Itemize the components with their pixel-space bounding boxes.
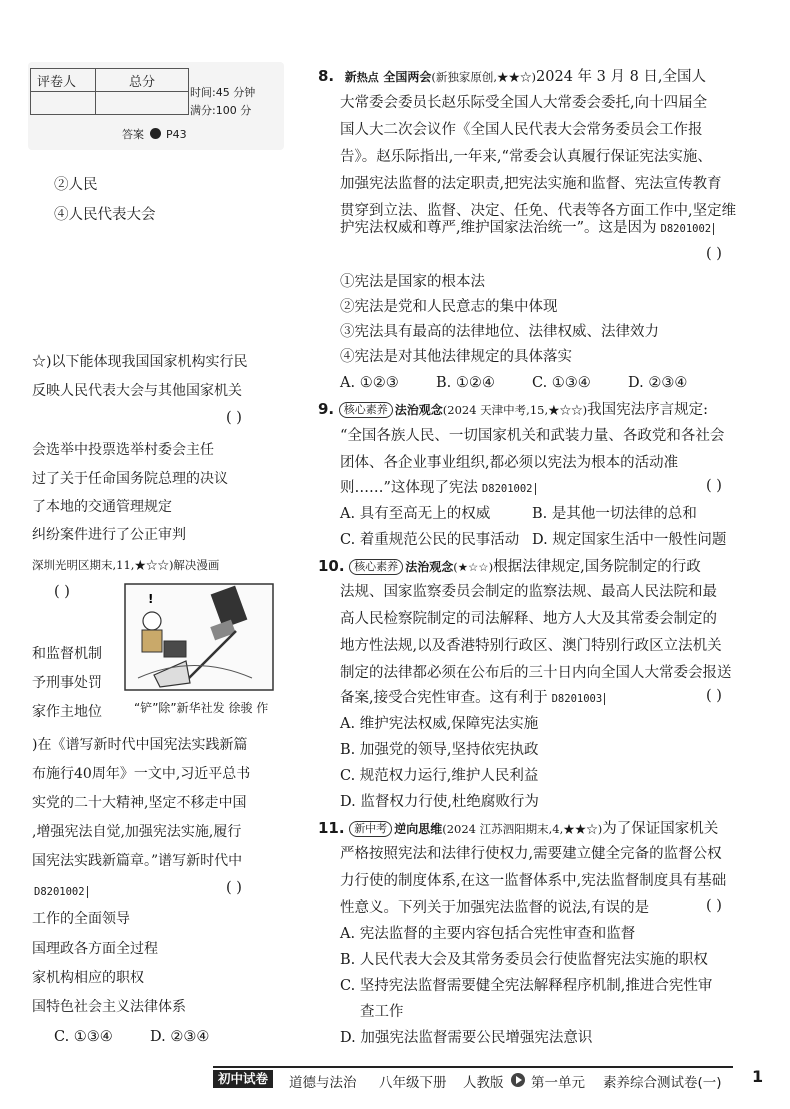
q7-option-c: 家作主地位 <box>32 704 102 720</box>
q10-core-tag: 核心素养 <box>349 559 403 575</box>
q11-topic: 逆向思维 <box>394 822 443 836</box>
q9-answer-blank[interactable]: ( ) <box>706 478 722 494</box>
q6-option-d: 纠纷案件进行了公正审判 <box>32 527 186 543</box>
score-table-header-total: 总分 <box>96 69 189 92</box>
q-code-label: D8201002 <box>34 886 88 898</box>
q8-statement-4: ④宪法是对其他法律规定的具体落实 <box>340 349 572 365</box>
footer-brand: 初中试卷 <box>213 1070 273 1088</box>
q9-option-a: A. 具有至高无上的权威 <box>340 506 491 522</box>
q11-new-tag: 新中考 <box>349 821 392 837</box>
q-statement-4: 国特色社会主义法律体系 <box>32 999 186 1015</box>
q6-option-a: 会选举中投票选举村委会主任 <box>32 442 214 458</box>
q9-core-tag: 核心素养 <box>339 402 393 418</box>
q-line-3: 实党的二十大精神,坚定不移走中国 <box>32 795 247 811</box>
score-table-cell-total <box>96 92 189 115</box>
exam-full-score: 满分:100 分 <box>190 104 252 117</box>
q10-option-d: D. 监督权力行使,杜绝腐败行为 <box>340 794 539 810</box>
page-number: 1 <box>752 1067 764 1086</box>
page-footer <box>213 1066 733 1090</box>
q-code <box>32 880 88 899</box>
q-line-1: )在《谱写新时代中国宪法实践新篇 <box>32 737 248 753</box>
q10-line-5: 制定的法律都必须在公布后的三十日内向全国人大常委会报送 <box>340 665 732 681</box>
q-statement-2: 国理政各方面全过程 <box>32 941 158 957</box>
q11-header <box>318 818 718 839</box>
q9-option-c: C. 着重规范公民的民事活动 <box>340 532 520 548</box>
q6-line-1: ☆)以下能体现我国国家机构实行民 <box>32 354 248 370</box>
left-option-4: ④人民代表大会 <box>54 207 156 223</box>
score-table-header-grader: 评卷人 <box>31 69 96 92</box>
q8-line-7 <box>340 218 714 239</box>
q10-code: D8201003 <box>552 693 606 705</box>
q10-number: 10. <box>318 557 345 575</box>
q11-line-3: 力行使的制度体系,在这一监督体系中,宪法监督制度具有基础 <box>340 873 727 889</box>
q10-line-2: 法规、国家监察委员会制定的监察法规、最高人民法院和最 <box>340 584 717 600</box>
cartoon-caption: “铲”除”新华社发 徐骏 作 <box>134 701 269 715</box>
q10-line-3: 高人民检察院制定的司法解释、地方人大及其常委会制定的 <box>340 611 717 627</box>
footer-grade: 八年级下册 <box>379 1075 447 1091</box>
q9-line-2: “全国各族人民、一切国家机关和武装力量、各政党和各社会 <box>340 428 725 444</box>
score-table-cell-grader <box>31 92 96 115</box>
q9-line-4-text: 则……”这体现了宪法 <box>340 480 478 496</box>
q8-option-c: C. ①③④ <box>532 375 591 391</box>
q-answer-blank[interactable]: ( ) <box>226 880 242 896</box>
q7-source: 深圳光明区期末,11,★☆☆)解决漫画 <box>32 558 220 572</box>
cartoon-illustration <box>124 583 274 691</box>
q-line-2: 布施行40周年》一文中,习近平总书 <box>32 766 251 782</box>
q9-topic: 法治观念 <box>394 403 443 417</box>
footer-edition: 人教版 <box>463 1075 504 1091</box>
q7-option-b: 予刑事处罚 <box>32 675 102 691</box>
q11-source: (2024 江苏泗阳期末,4,★★☆) <box>442 822 603 836</box>
q10-topic: 法治观念 <box>405 560 454 574</box>
q10-source: (★☆☆) <box>453 560 494 574</box>
q9-source: (2024 天津中考,15,★☆☆) <box>442 403 588 417</box>
q8-line-7-text: 护宪法权威和尊严,维护国家法治统一”。这是因为 <box>340 220 657 236</box>
q9-number: 9. <box>318 400 335 418</box>
q8-new-icon: 新 <box>344 70 357 84</box>
q6-option-b: 过了关于任命国务院总理的决议 <box>32 471 228 487</box>
arrow-right-icon <box>150 128 161 139</box>
answer-page: P43 <box>166 128 187 141</box>
answer-reference <box>122 126 187 142</box>
q-line-5: 国宪法实践新篇章。”谱写新时代中 <box>32 853 243 869</box>
q9-line-3: 团体、各企业事业组织,都必须以宪法为根本的活动准 <box>340 455 679 471</box>
q10-header <box>318 556 701 577</box>
q8-hot-tag: 热点 <box>356 71 379 84</box>
q8-statement-1: ①宪法是国家的根本法 <box>340 274 485 290</box>
q10-line-6-text: 备案,接受合宪性审查。这有利于 <box>340 690 548 706</box>
q-option-d: D. ②③④ <box>150 1029 210 1045</box>
q11-number: 11. <box>318 819 345 837</box>
score-table <box>30 68 189 115</box>
q10-option-c: C. 规范权力运行,维护人民利益 <box>340 768 539 784</box>
q10-line-4: 地方性法规,以及香港特别行政区、澳门特别行政区立法机关 <box>340 638 722 654</box>
q6-option-c: 了本地的交通管理规定 <box>32 499 172 515</box>
q7-option-a: 和监督机制 <box>32 646 102 662</box>
q8-line-6: 贯穿到立法、监督、决定、任免、代表等各方面工作中,坚定维 <box>340 203 737 219</box>
q8-statement-2: ②宪法是党和人民意志的集中体现 <box>340 299 558 315</box>
q8-option-a: A. ①②③ <box>340 375 399 391</box>
play-icon <box>511 1073 525 1087</box>
q8-number: 8. <box>318 67 335 85</box>
q10-answer-blank[interactable]: ( ) <box>706 688 722 704</box>
q9-option-d: D. 规定国家生活中一般性问题 <box>532 532 727 548</box>
q7-answer-blank[interactable]: ( ) <box>54 584 70 600</box>
q-statement-1: 工作的全面领导 <box>32 911 130 927</box>
svg-text:!: ! <box>148 592 154 606</box>
q-line-4: ,增强宪法自觉,加强宪法实施,履行 <box>32 824 242 840</box>
q6-answer-blank[interactable]: ( ) <box>226 410 242 426</box>
q8-code: D8201002 <box>661 223 715 235</box>
q8-topic: 全国两会 <box>383 70 432 84</box>
q11-option-c-line-1: C. 坚持宪法监督需要健全宪法解释程序机制,推进合宪性审 <box>340 978 713 994</box>
q11-option-c-line-2: 查工作 <box>360 1004 404 1020</box>
q8-option-b: B. ①②④ <box>436 375 495 391</box>
q8-line-1: 2024 年 3 月 8 日,全国人 <box>536 69 707 85</box>
q8-line-3: 国人大二次会议作《全国人民代表大会常务委员会工作报 <box>340 122 703 138</box>
q8-source: (新独家原创,★★☆) <box>431 70 537 84</box>
q11-answer-blank[interactable]: ( ) <box>706 898 722 914</box>
q10-line-1: 根据法律规定,国务院制定的行政 <box>493 559 701 575</box>
q11-line-1: 为了保证国家机关 <box>602 821 719 837</box>
q-option-c: C. ①③④ <box>54 1029 113 1045</box>
footer-title: 素养综合测试卷(一) <box>603 1075 722 1091</box>
q9-line-1: 我国宪法序言规定: <box>587 402 708 418</box>
q8-line-2: 大常委会委员长赵乐际受全国人大常委会委托,向十四届全 <box>340 95 708 111</box>
q7-source-line <box>32 555 219 575</box>
exam-time: 时间:45 分钟 <box>190 86 256 99</box>
q9-option-b: B. 是其他一切法律的总和 <box>532 506 697 522</box>
q10-line-6 <box>340 688 605 709</box>
answer-label: 答案 <box>122 128 144 141</box>
q11-option-a: A. 宪法监督的主要内容包括合宪性审查和监督 <box>340 926 636 942</box>
q9-code: D8201002 <box>482 483 536 495</box>
q10-option-a: A. 维护宪法权威,保障宪法实施 <box>340 716 539 732</box>
footer-subject: 道德与法治 <box>289 1075 357 1091</box>
footer-unit: 第一单元 <box>531 1075 585 1091</box>
left-option-2: ②人民 <box>54 177 98 193</box>
q9-line-4 <box>340 478 536 499</box>
q-statement-3: 家机构相应的职权 <box>32 970 144 986</box>
q8-line-5: 加强宪法监督的法定职责,把宪法实施和监督、宪法宣传教育 <box>340 176 722 192</box>
q10-option-b: B. 加强党的领导,坚持依宪执政 <box>340 742 539 758</box>
q8-line-4: 告》。赵乐际指出,一年来,“常委会认真履行保证宪法实施、 <box>340 149 712 165</box>
q6-line-2: 反映人民代表大会与其他国家机关 <box>32 383 242 399</box>
header-box <box>28 62 284 150</box>
q8-option-d: D. ②③④ <box>628 375 688 391</box>
q11-option-d: D. 加强宪法监督需要公民增强宪法意识 <box>340 1030 593 1046</box>
q8-header <box>318 66 706 88</box>
q11-option-b: B. 人民代表大会及其常务委员会行使监督宪法实施的职权 <box>340 952 708 968</box>
q11-line-2: 严格按照宪法和法律行使权力,需要建立健全完备的监督公权 <box>340 846 722 862</box>
q8-statement-3: ③宪法具有最高的法律地位、法律权威、法律效力 <box>340 324 659 340</box>
q8-answer-blank[interactable]: ( ) <box>706 246 722 262</box>
q11-line-4: 性意义。下列关于加强宪法监督的说法,有误的是 <box>340 900 650 916</box>
q9-header <box>318 399 708 420</box>
